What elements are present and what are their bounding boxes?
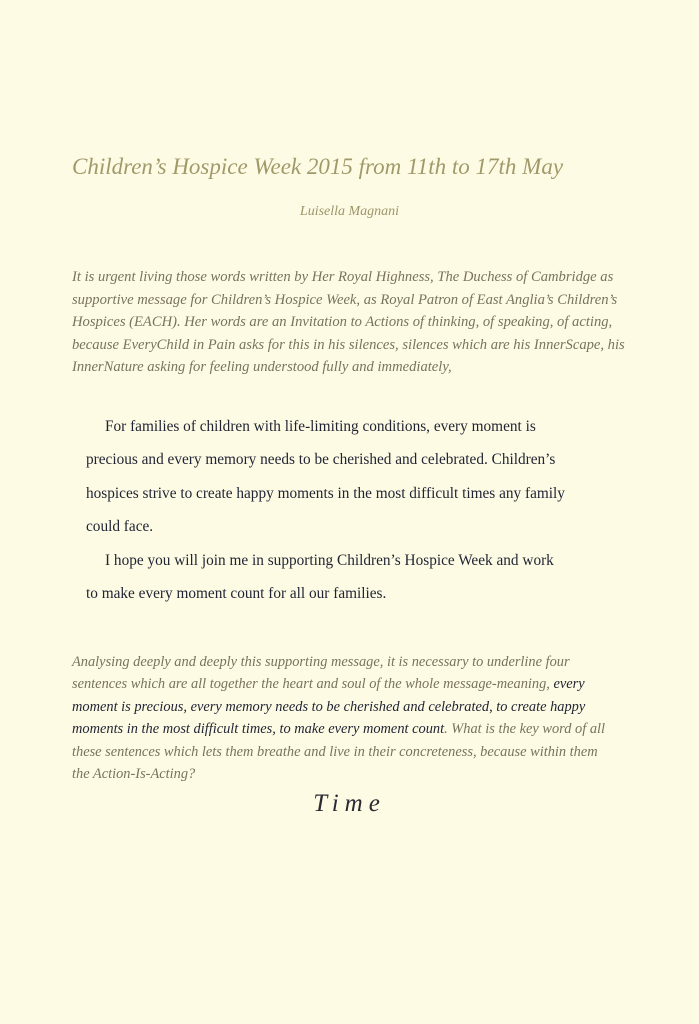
analysis-line: Analysing deeply and deeply this supporting message, it is necessary to underline four [72, 654, 570, 670]
analysis-line: these sentences which lets them breathe and live in their concreteness, because within them [72, 743, 598, 760]
intro-paragraph [72, 266, 652, 379]
analysis-paragraph [72, 651, 652, 785]
analysis-text: . What is the key word of all [444, 721, 606, 738]
author-name: Luisella Magnani [299, 204, 400, 219]
quote-line: could face. [86, 518, 154, 536]
analysis-line [72, 673, 652, 695]
intro-line: InnerNature asking for feeling understood fully and immediately, [72, 359, 452, 376]
quote-line: I hope you will join me in supporting Children’s Hospice Week and work [105, 551, 554, 569]
analysis-line [72, 718, 652, 740]
analysis-text: sentences which are all together the heart and soul of the whole message-meaning, [72, 676, 554, 693]
page-title: Children’s Hospice Week 2015 from 11th to 17th May [72, 154, 564, 179]
analysis-line: the Action-Is-Acting? [72, 766, 196, 783]
quote-line: to make every moment count for all our families. [86, 584, 387, 602]
intro-line: Hospices (EACH). Her words are an Invitation to Actions of thinking, of speaking, of acting, [72, 314, 613, 331]
quote-line: hospices strive to create happy moments in the most difficult times any family [86, 484, 565, 502]
key-word: Time [313, 790, 386, 817]
duchess-quote [86, 414, 646, 614]
intro-line: supportive message for Children’s Hospice Week, as Royal Patron of East Anglia’s Children’s [72, 291, 618, 308]
intro-line: It is urgent living those words written by Her Royal Highness, The Duchess of Cambridge as [72, 269, 614, 285]
quote-line: precious and every memory needs to be cherished and celebrated. Children’s [86, 451, 556, 469]
highlighted-sentence: moments in the most difficult times, to make every moment count [72, 721, 445, 738]
highlighted-sentence: moment is precious, every memory needs to be cherished and celebrated, to create happy [72, 698, 586, 715]
quote-line: For families of children with life-limiting conditions, every moment is [105, 418, 536, 435]
highlighted-sentence: every [553, 676, 585, 693]
intro-line: because EveryChild in Pain asks for this in his silences, silences which are his InnerScape, his [72, 336, 625, 353]
